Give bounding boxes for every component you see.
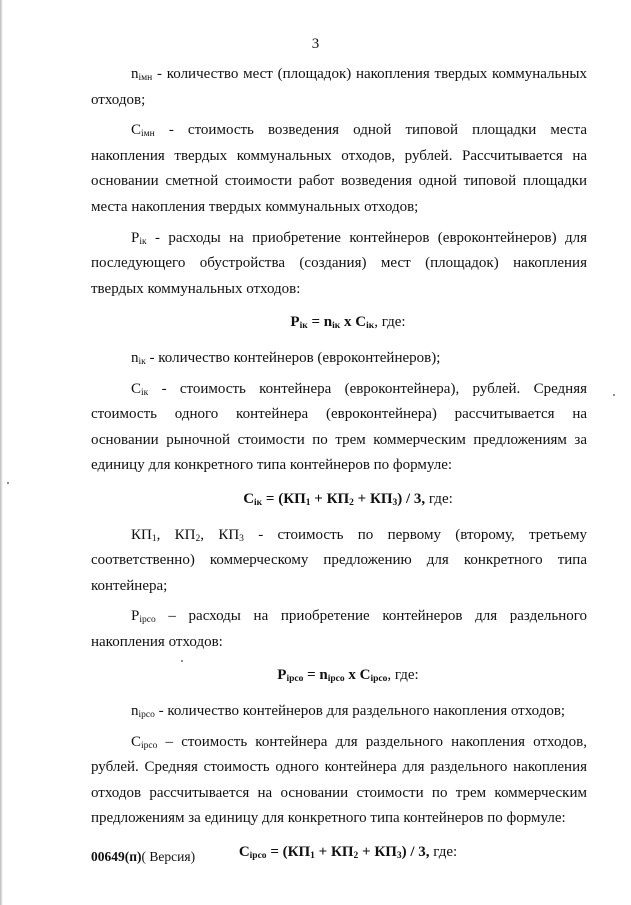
- symbol-subscript: імн: [138, 73, 153, 83]
- symbol-subscript: ік: [139, 236, 147, 247]
- symbol: n: [131, 349, 139, 366]
- symbol: КП: [131, 526, 152, 543]
- paragraph-text: - стоимость по первому (второму, третьему соответственно) коммерческому предложению для конкретного типа контейнера;: [91, 526, 588, 594]
- symbol-subscript: 2: [195, 533, 201, 544]
- scan-edge-shadow: [0, 0, 3, 905]
- separator: ,: [200, 526, 219, 543]
- formula-subscript: ірсо: [249, 851, 267, 862]
- formula-operator: х: [340, 314, 356, 331]
- paragraph-text: – стоимость контейнера для раздельного накопления отходов, рублей. Средняя стоимость одного контейнера для раздельного накопления отходов рассчитывается на основании стоимости по трем коммерческим предложениям за единицу для конкретного типа контейнеров по формуле:: [91, 733, 587, 827]
- formula-operator: =: [303, 667, 320, 684]
- formula-term: КП: [374, 844, 397, 861]
- formula-operator: = (: [262, 490, 284, 507]
- formula-suffix: , где:: [387, 667, 419, 684]
- symbol-subscript: ік: [141, 387, 149, 398]
- formula-operator: ) / 3,: [401, 844, 430, 861]
- formula-subscript: ік: [254, 497, 263, 508]
- formula-term: С: [359, 667, 371, 684]
- formula-operator: ) / 3,: [397, 490, 426, 507]
- formula-p-irso: [91, 663, 587, 689]
- formula-subscript: 2: [349, 497, 354, 508]
- paragraph-n-imn: [91, 62, 587, 113]
- paragraph-c-imn: [91, 118, 587, 220]
- paragraph-p-ik: [91, 226, 587, 303]
- paragraph-text: - количество контейнеров для раздельного накопления отходов;: [154, 703, 566, 720]
- formula-suffix: где:: [429, 844, 458, 861]
- paragraph-text: - стоимость возведения одной типовой площадки места накопления твердых коммунальных отходов, рублей. Рассчитывается на основании сметной стоимости работ возведения одной типовой площадки места накопления твердых коммунальных отходов;: [91, 122, 587, 215]
- formula-subscript: 1: [305, 497, 311, 508]
- paragraph-p-irso: [91, 604, 587, 655]
- paragraph-c-irso: [91, 730, 587, 832]
- formula-subscript: ік: [366, 321, 375, 332]
- formula-p-ik: [91, 310, 587, 336]
- symbol: КП: [218, 526, 240, 543]
- formula-suffix: где:: [425, 490, 453, 507]
- formula-operator: +: [310, 490, 327, 507]
- formula-subscript: ірсо: [370, 674, 388, 685]
- formula-subscript: 3: [392, 497, 398, 508]
- paragraph-text: - количество контейнеров (евроконтейнеров);: [145, 349, 441, 366]
- document-body: [91, 62, 587, 876]
- symbol: n: [131, 703, 139, 720]
- formula-operator: +: [358, 844, 375, 861]
- formula-term: КП: [330, 844, 354, 861]
- formula-subscript: ірсо: [327, 674, 345, 685]
- symbol-subscript: ірсо: [141, 740, 158, 751]
- formula-subscript: 3: [396, 851, 402, 862]
- formula-term: n: [323, 314, 333, 331]
- paragraph-n-ik: [91, 346, 587, 372]
- document-version: ( Версия): [141, 849, 196, 864]
- paragraph-text: - стоимость контейнера (евроконтейнера), рублей. Средняя стоимость одного контейнера (евроконтейнера) рассчитывается на основании рыночной стоимости по трем коммерческим предложениям за единицу для конкретного типа контейнеров по формуле:: [91, 380, 587, 474]
- formula-term: С: [238, 844, 250, 861]
- formula-term: Р: [290, 314, 300, 331]
- formula-c-ik: [91, 487, 587, 513]
- document-code: 00649(п): [91, 849, 142, 864]
- symbol: Р: [131, 608, 140, 625]
- symbol: КП: [174, 526, 196, 543]
- formula-term: С: [243, 490, 255, 507]
- formula-operator: +: [353, 490, 370, 507]
- formula-operator: +: [314, 844, 331, 861]
- separator: ,: [156, 526, 175, 543]
- formula-operator: х: [344, 667, 360, 684]
- symbol: n: [131, 66, 139, 82]
- paragraph-kp-definition: [91, 523, 587, 600]
- formula-subscript: ік: [299, 321, 308, 332]
- scan-speck: [181, 660, 183, 662]
- page-number: 3: [311, 36, 320, 52]
- document-footer: [91, 849, 195, 865]
- paragraph-text: – расходы на приобретение контейнеров для раздельного накопления отходов:: [91, 608, 587, 650]
- formula-term: Р: [277, 667, 287, 684]
- symbol: С: [131, 733, 142, 750]
- symbol-subscript: ірсо: [139, 615, 156, 626]
- symbol: С: [131, 122, 142, 139]
- formula-operator: = (: [266, 844, 288, 861]
- scan-speck: [7, 482, 9, 484]
- formula-subscript: 2: [353, 851, 359, 862]
- formula-term: КП: [283, 490, 306, 507]
- symbol-subscript: ірсо: [138, 710, 155, 721]
- symbol: С: [131, 380, 142, 397]
- formula-operator: =: [307, 314, 324, 331]
- formula-term: КП: [287, 844, 311, 861]
- formula-subscript: ік: [332, 321, 341, 332]
- symbol-subscript: 1: [151, 533, 157, 544]
- formula-term: n: [319, 667, 328, 684]
- symbol-subscript: імн: [141, 129, 155, 140]
- paragraph-text: - расходы на приобретение контейнеров (евроконтейнеров) для последующего обустройства (создания) мест (площадок) накопления твердых коммунальных отходов:: [91, 229, 587, 297]
- paragraph-c-ik: [91, 377, 587, 479]
- scan-speck: [613, 394, 615, 396]
- formula-term: КП: [369, 490, 393, 507]
- formula-suffix: , где:: [374, 314, 406, 331]
- symbol-subscript: 3: [239, 533, 244, 544]
- paragraph-n-irso: [91, 699, 587, 725]
- formula-subscript: 1: [310, 851, 315, 862]
- symbol-subscript: ік: [138, 356, 146, 367]
- formula-subscript: ірсо: [286, 674, 304, 685]
- formula-term: С: [355, 314, 367, 331]
- formula-term: КП: [326, 490, 350, 507]
- symbol: Р: [131, 229, 140, 246]
- paragraph-text: - количество мест (площадок) накопления твердых коммунальных отходов;: [91, 66, 587, 108]
